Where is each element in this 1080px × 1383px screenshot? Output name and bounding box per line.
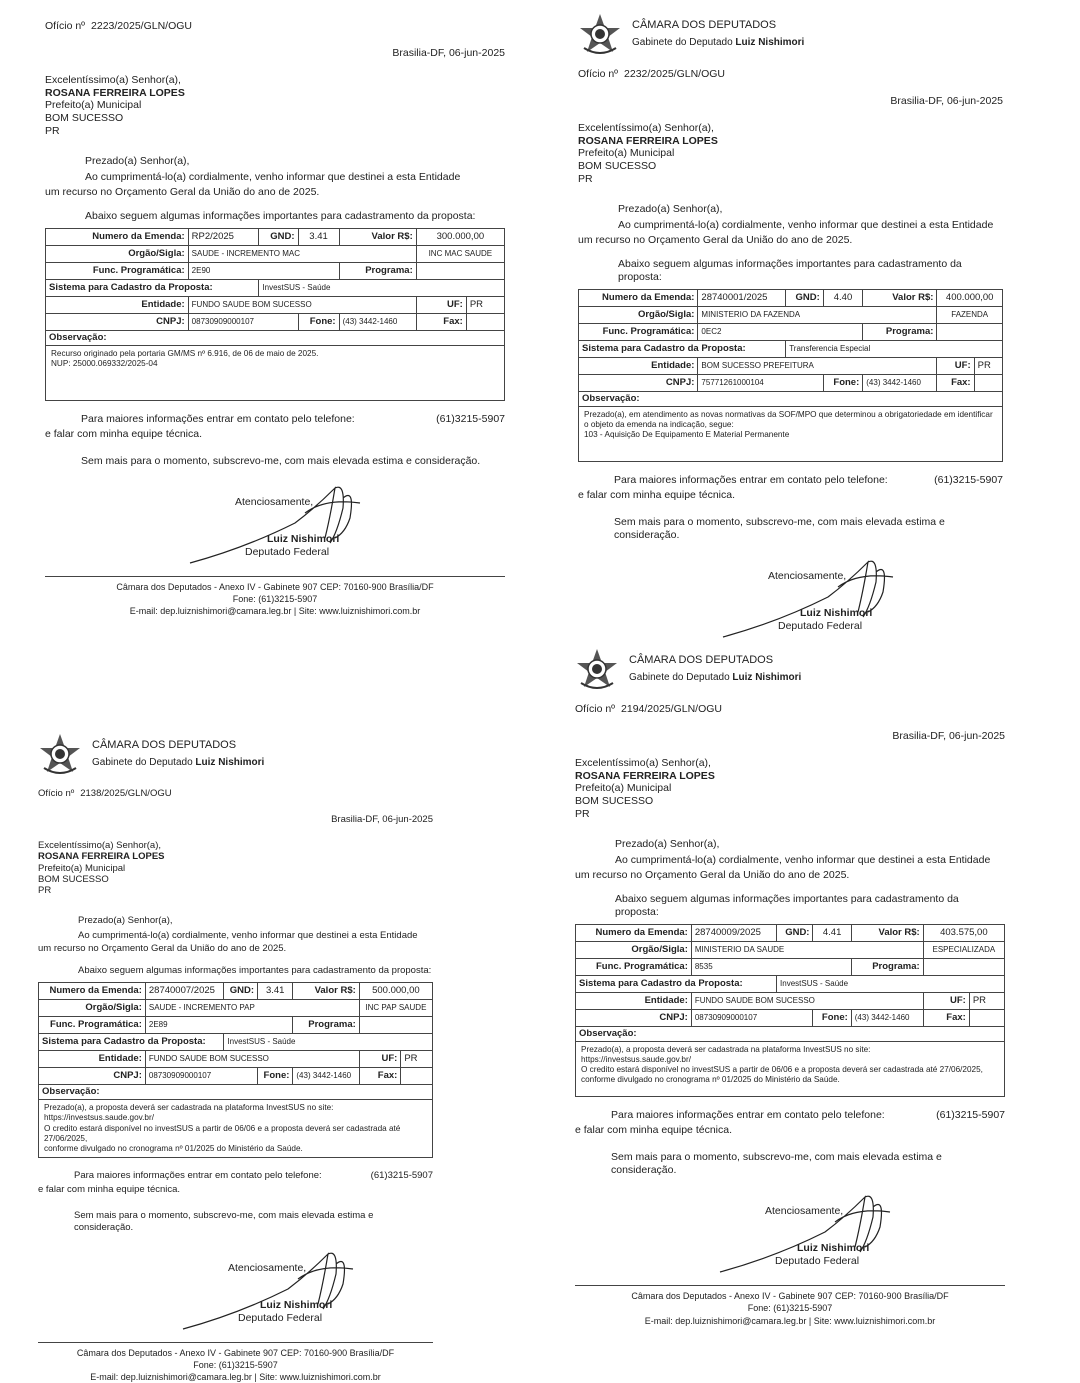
emenda-value: 28740001/2025: [698, 289, 786, 306]
oficio-letter: CÂMARA DOS DEPUTADOS Gabinete do Deputado Luiz Nishimori Ofício nº 2232/2025/GLN/OGU Brasilia-DF, 06-jun-2025 Excelentíssimo(a) Senhor(a), ROSANA FERREIRA LOPES Prefeito(a) Municipal BOM SUCESSO PR Prezado(a) Senhor(a), Ao cumprimentá-lo(a) cordialmente, venho informar que destinei a esta Entidade um recurso no Orçamento Geral da União do ano de 2025. Abaixo seguem algumas informações importantes para cadastramento da proposta: Numero da Emenda: 28740001/2025 GND: 4.40 Valor R$: 400.000,00 Orgão/Sigla: MINISTERIO DA FAZENDA FAZENDA Func. Programática: 0EC2 Programa: Sistema para Cadastro da Proposta: Transferencia Especial Entidade: BOM SUCESSO PREFEITURA UF: PR CNPJ: 75771261000104 Fone: (43) 3442-1460 Fax: Observação: Prezado(a), em atendimento as novas normativas da SOF/MPO que determinou a obrigatoriedade em identificar o objeto da emenda na indicação, segue: 103 - Aquisição De Equipamento E Material Permanente Para maiores informações entrar em contato pelo telefone: (61)3215-5907 e falar com minha equipe técnica. Sem mais para o momento, subscrevo-me, com mais elevada estima e consideração. Atenciosamente, Luiz Nishimori Deputado Federal: [578, 8, 1003, 642]
footer-line: Câmara dos Deputados - Anexo IV - Gabinete 907 CEP: 70160-900 Brasília/DF: [76, 1347, 395, 1358]
contact-line: Para maiores informações entrar em contato pelo telefone: (61)3215-5907: [614, 473, 1003, 486]
footer-line: Fone: (61)3215-5907: [747, 1303, 833, 1314]
oficio-number: Ofício nº 2223/2025/GLN/OGU: [45, 20, 193, 32]
observacao-box: [38, 1100, 433, 1158]
intro-text: Abaixo seguem algumas informações importantes para cadastramento da proposta:: [618, 257, 962, 283]
closing-text: Sem mais para o momento, subscrevo-me, com mais elevada estima e consideração.: [81, 454, 481, 467]
signatory-name: Luiz Nishimori: [267, 532, 340, 545]
observacao-line: Prezado(a), a proposta deverá ser cadastrada na plataforma InvestSUS no site:: [581, 1044, 871, 1054]
orgao-value: MINISTERIO DA FAZENDA: [698, 306, 937, 323]
fone-value: (43) 3442-1460: [293, 1068, 359, 1085]
uf-value: PR: [974, 357, 1002, 374]
footer-line: Fone: (61)3215-5907: [232, 594, 318, 605]
fax-value: [466, 313, 504, 330]
contact-phone: (61)3215-5907: [436, 412, 505, 425]
deputy-name: Luiz Nishimori: [195, 756, 265, 768]
observacao-label: Observação:: [45, 331, 505, 346]
observacao-line: Recurso originado pela portaria GM/MS nº 6.916, de 06 de maio de 2025.: [51, 348, 319, 358]
observacao-line: https://investsus.saude.gov.br/: [581, 1054, 691, 1064]
footer-line: E-mail: dep.luiznishimori@camara.leg.br | Site: www.luiznishimori.com.br: [644, 1315, 936, 1326]
body-text: Ao cumprimentá-lo(a) cordialmente, venho informar que destinei a esta Entidade: [618, 219, 994, 232]
recipient-name: ROSANA FERREIRA LOPES: [45, 86, 185, 99]
entidade-value: FUNDO SAUDE BOM SUCESSO: [145, 1051, 359, 1068]
signatory-name: Luiz Nishimori: [800, 607, 873, 620]
atenciosamente: Atenciosamente,: [765, 1205, 844, 1218]
func-value: 2E90: [188, 262, 339, 279]
orgao-sub-value: INC PAP SAUDE: [359, 1000, 432, 1017]
letter-header: [575, 643, 1005, 695]
sistema-value: InvestSUS - Saúde: [777, 975, 1005, 992]
house-name: CÂMARA DOS DEPUTADOS: [629, 653, 774, 666]
intro-text: Abaixo seguem algumas informações importantes para cadastramento da proposta:: [78, 965, 432, 977]
recipient-address: Excelentíssimo(a) Senhor(a), ROSANA FERREIRA LOPES Prefeito(a) Municipal BOM SUCESSO PR: [578, 122, 1003, 185]
cnpj-value: 08730909000107: [691, 1009, 813, 1026]
programa-value: [937, 323, 1003, 340]
observacao-line: O credito estará disponível no investSUS a partir de 06/06 e a proposta deverá ser cadastrada até 27/06/2025,: [44, 1123, 401, 1143]
letter-date: Brasilia-DF, 06-jun-2025: [892, 730, 1005, 743]
sistema-value: Transferencia Especial: [786, 340, 1003, 357]
observacao-line: O credito estará disponível no investSUS a partir de 06/06 e a proposta deverá ser cadastrada até 27/06/2025,: [581, 1065, 983, 1075]
entidade-value: FUNDO SAUDE BOM SUCESSO: [691, 992, 923, 1009]
recipient-address: Excelentíssimo(a) Senhor(a), ROSANA FERREIRA LOPES Prefeito(a) Municipal BOM SUCESSO PR: [575, 757, 1005, 820]
oficio-letter: CÂMARA DOS DEPUTADOS Gabinete do Deputado Luiz Nishimori Ofício nº 2194/2025/GLN/OGU Brasilia-DF, 06-jun-2025 Excelentíssimo(a) Senhor(a), ROSANA FERREIRA LOPES Prefeito(a) Municipal BOM SUCESSO PR Prezado(a) Senhor(a), Ao cumprimentá-lo(a) cordialmente, venho informar que destinei a esta Entidade um recurso no Orçamento Geral da União do ano de 2025. Abaixo seguem algumas informações importantes para cadastramento da proposta: Numero da Emenda: 28740009/2025 GND: 4.41 Valor R$: 403.575,00 Orgão/Sigla: MINISTERIO DA SAUDE ESPECIALIZADA Func. Programática: 8535 Programa: Sistema para Cadastro da Proposta: InvestSUS - Saúde Entidade: FUNDO SAUDE BOM SUCESSO UF: PR CNPJ: 08730909000107 Fone: (43) 3442-1460 Fax: Observação: Prezado(a), a proposta deverá ser cadastrada na plataforma InvestSUS no site: https://investsus.saude.gov.br/ O credito estará disponível no investSUS a partir de 06/06 e a proposta deverá ser cadastrada até 27/06/2025, conforme divulgado no cronograma nº 01/2025 do Ministério da Saúde. Para maiores informações entrar em contato pelo telefone: (61)3215-5907 e falar com minha equipe técnica. Sem mais para o momento, subscrevo-me, com mais elevada estima e consideração. Atenciosamente, Luiz Nishimori Deputado Federal Câmara dos Deputados - Anexo IV - Gabinete 907 CEP: 70160-900 Brasília/DF Fone: (61)3215-5907 E-mail: dep.luiznishimori@camara.leg.br | Site: www.luiznishimori.com.br: [575, 643, 1005, 1327]
greeting: Prezado(a) Senhor(a),: [78, 914, 173, 926]
closing-text: Sem mais para o momento, subscrevo-me, com mais elevada estima e consideração.: [74, 1210, 374, 1233]
oficio-number: Ofício nº 2138/2025/GLN/OGU: [38, 788, 172, 799]
func-value: 0EC2: [698, 323, 863, 340]
observacao-line: NUP: 25000.069332/2025-04: [51, 358, 158, 368]
body-text: Ao cumprimentá-lo(a) cordialmente, venho informar que destinei a esta Entidade: [78, 929, 418, 941]
recipient-address: Excelentíssimo(a) Senhor(a), ROSANA FERREIRA LOPES Prefeito(a) Municipal BOM SUCESSO PR: [45, 74, 505, 137]
footer-line: E-mail: dep.luiznishimori@camara.leg.br | Site: www.luiznishimori.com.br: [90, 1372, 381, 1383]
emenda-value: 28740009/2025: [691, 924, 776, 941]
recipient-name: ROSANA FERREIRA LOPES: [38, 851, 165, 863]
body-text: Ao cumprimentá-lo(a) cordialmente, venho informar que destinei a esta Entidade: [85, 171, 461, 184]
fone-value: (43) 3442-1460: [851, 1009, 923, 1026]
footer-line: Fone: (61)3215-5907: [193, 1359, 278, 1370]
recipient-address: Excelentíssimo(a) Senhor(a), ROSANA FERREIRA LOPES Prefeito(a) Municipal BOM SUCESSO PR: [38, 840, 433, 897]
gnd-value: 4.40: [823, 289, 862, 306]
fone-value: (43) 3442-1460: [339, 313, 416, 330]
observacao-line: Prezado(a), a proposta deverá ser cadastrada na plataforma InvestSUS no site:: [44, 1103, 334, 1113]
cnpj-value: 08730909000107: [188, 313, 298, 330]
cabinet-label: Gabinete do Deputado: [92, 756, 193, 768]
body-text-cont: um recurso no Orçamento Geral da União do ano de 2025.: [578, 234, 853, 247]
closing-text: Sem mais para o momento, subscrevo-me, com mais elevada estima e consideração.: [611, 1150, 942, 1177]
house-name: CÂMARA DOS DEPUTADOS: [92, 738, 237, 751]
body-text: Ao cumprimentá-lo(a) cordialmente, venho informar que destinei a esta Entidade: [615, 854, 991, 867]
observacao-line: conforme divulgado no cronograma nº 01/2025 do Ministério da Saúde.: [581, 1075, 840, 1085]
emenda-value: 28740007/2025: [145, 983, 224, 1000]
contact-phone: (61)3215-5907: [934, 473, 1003, 486]
programa-value: [416, 262, 504, 279]
sistema-value: InvestSUS - Saúde: [224, 1034, 433, 1051]
signature-block: [38, 1244, 433, 1334]
body-text-cont: um recurso no Orçamento Geral da União do ano de 2025.: [575, 869, 850, 882]
contact-line: Para maiores informações entrar em contato pelo telefone: (61)3215-5907: [81, 412, 505, 425]
signature-block: [578, 552, 1003, 642]
valor-value: 300.000,00: [416, 228, 504, 245]
letter-footer: [575, 1285, 1005, 1326]
programa-value: [923, 958, 1004, 975]
oficio-number: Ofício nº 2194/2025/GLN/OGU: [575, 703, 723, 715]
func-value: 8535: [691, 958, 851, 975]
letter-header: [578, 8, 1003, 60]
uf-value: PR: [969, 992, 1004, 1009]
proposal-table: Numero da Emenda: RP2/2025 GND: 3.41 Valor R$: 300.000,00 Orgão/Sigla: SAUDE - INCREMENTO MAC INC MAC SAUDE Func. Programática: 2E90 Programa: Sistema para Cadastro da Proposta: InvestSUS - Saúde Entidade: FUNDO SAUDE BOM SUCESSO UF: PR CNPJ: 08730909000107 Fone: (43) 3442-1460 Fax:: [45, 228, 505, 331]
gnd-value: 3.41: [258, 983, 293, 1000]
cabinet-label: Gabinete do Deputado: [629, 671, 730, 683]
atenciosamente: Atenciosamente,: [235, 495, 314, 508]
deputy-name: Luiz Nishimori: [735, 36, 805, 48]
sistema-value: InvestSUS - Saúde: [259, 279, 505, 296]
house-name: CÂMARA DOS DEPUTADOS: [632, 18, 777, 31]
closing-text: Sem mais para o momento, subscrevo-me, com mais elevada estima e consideração.: [614, 515, 945, 542]
brazil-coat-of-arms-icon: [578, 12, 622, 56]
brazil-coat-of-arms-icon: [575, 647, 619, 691]
observacao-line: o objeto da emenda na indicação, segue:: [584, 419, 734, 429]
observacao-line: Prezado(a), em atendimento as novas normativas da SOF/MPO que determinou a obrigatoriedade em identificar: [584, 409, 993, 419]
func-value: 2E89: [145, 1017, 293, 1034]
observacao-line: https://investsus.saude.gov.br/: [44, 1113, 154, 1123]
letter-date: Brasilia-DF, 06-jun-2025: [890, 95, 1003, 108]
atenciosamente: Atenciosamente,: [228, 1261, 307, 1274]
contact-phone: (61)3215-5907: [936, 1108, 1005, 1121]
observacao-line: 103 - Aquisição De Equipamento E Material Permanente: [584, 430, 790, 440]
oficio-number: Ofício nº 2232/2025/GLN/OGU: [578, 68, 726, 80]
letter-header: [38, 728, 433, 780]
orgao-sub-value: INC MAC SAUDE: [416, 245, 504, 262]
signatory-name: Luiz Nishimori: [260, 1298, 333, 1311]
observacao-label: Observação:: [38, 1085, 433, 1100]
brazil-coat-of-arms-icon: [38, 732, 82, 776]
observacao-box: [578, 407, 1003, 462]
recipient-name: ROSANA FERREIRA LOPES: [575, 769, 715, 782]
observacao-label: Observação:: [575, 1027, 1005, 1042]
proposal-table: Numero da Emenda: 28740007/2025 GND: 3.41 Valor R$: 500.000,00 Orgão/Sigla: SAUDE - INCREMENTO PAP INC PAP SAUDE Func. Programática: 2E89 Programa: Sistema para Cadastro da Proposta: InvestSUS - Saúde Entidade: FUNDO SAUDE BOM SUCESSO UF: PR CNPJ: 08730909000107 Fone: (43) 3442-1460 Fax:: [38, 982, 433, 1085]
uf-value: PR: [401, 1051, 433, 1068]
valor-value: 500.000,00: [359, 983, 432, 1000]
fax-value: [974, 374, 1002, 391]
greeting: Prezado(a) Senhor(a),: [85, 155, 190, 168]
proposal-table: Numero da Emenda: 28740001/2025 GND: 4.40 Valor R$: 400.000,00 Orgão/Sigla: MINISTERIO DA FAZENDA FAZENDA Func. Programática: 0EC2 Programa: Sistema para Cadastro da Proposta: Transferencia Especial Entidade: BOM SUCESSO PREFEITURA UF: PR CNPJ: 75771261000104 Fone: (43) 3442-1460 Fax:: [578, 289, 1003, 392]
entidade-value: BOM SUCESSO PREFEITURA: [698, 357, 937, 374]
cnpj-value: 75771261000104: [698, 374, 823, 391]
orgao-value: SAUDE - INCREMENTO PAP: [145, 1000, 359, 1017]
gnd-value: 3.41: [298, 228, 339, 245]
contact-line: Para maiores informações entrar em contato pelo telefone: (61)3215-5907: [611, 1108, 1005, 1121]
orgao-value: MINISTERIO DA SAUDE: [691, 941, 923, 958]
signatory-title: Deputado Federal: [778, 620, 863, 633]
valor-value: 403.575,00: [923, 924, 1004, 941]
cabinet-label: Gabinete do Deputado: [632, 36, 733, 48]
fax-value: [969, 1009, 1004, 1026]
signature-block: [575, 1187, 1005, 1277]
contact-line: Para maiores informações entrar em contato pelo telefone: (61)3215-5907: [74, 1170, 433, 1182]
observacao-box: [45, 346, 505, 401]
atenciosamente: Atenciosamente,: [768, 570, 847, 583]
emenda-value: RP2/2025: [188, 228, 259, 245]
observacao-line: conforme divulgado no cronograma nº 01/2025 do Ministério da Saúde.: [44, 1144, 303, 1154]
signatory-title: Deputado Federal: [238, 1311, 323, 1324]
recipient-name: ROSANA FERREIRA LOPES: [578, 134, 718, 147]
observacao-box: [575, 1042, 1005, 1097]
orgao-sub-value: FAZENDA: [937, 306, 1003, 323]
footer-line: Câmara dos Deputados - Anexo IV - Gabinete 907 CEP: 70160-900 Brasília/DF: [116, 581, 434, 592]
footer-line: Câmara dos Deputados - Anexo IV - Gabinete 907 CEP: 70160-900 Brasília/DF: [631, 1291, 949, 1302]
footer-line: E-mail: dep.luiznishimori@camara.leg.br | Site: www.luiznishimori.com.br: [129, 606, 421, 617]
uf-value: PR: [466, 296, 504, 313]
cnpj-value: 08730909000107: [145, 1068, 257, 1085]
letter-date: Brasilia-DF, 06-jun-2025: [331, 813, 433, 825]
gnd-value: 4.41: [813, 924, 851, 941]
orgao-value: SAUDE - INCREMENTO MAC: [188, 245, 416, 262]
contact-phone: (61)3215-5907: [370, 1170, 433, 1182]
intro-text: Abaixo seguem algumas informações importantes para cadastramento da proposta:: [615, 892, 959, 918]
observacao-label: Observação:: [578, 392, 1003, 407]
deputy-name: Luiz Nishimori: [732, 671, 802, 683]
letter-date: Brasilia-DF, 06-jun-2025: [392, 47, 505, 60]
oficio-letter: Ofício nº 2223/2025/GLN/OGU Brasilia-DF, 06-jun-2025 Excelentíssimo(a) Senhor(a), ROSANA FERREIRA LOPES Prefeito(a) Municipal BOM SUCESSO PR Prezado(a) Senhor(a), Ao cumprimentá-lo(a) cordialmente, venho informar que destinei a esta Entidade um recurso no Orçamento Geral da União do ano de 2025. Abaixo seguem algumas informações importantes para cadastramento da proposta: Numero da Emenda: RP2/2025 GND: 3.41 Valor R$: 300.000,00 Orgão/Sigla: SAUDE - INCREMENTO MAC INC MAC SAUDE Func. Programática: 2E90 Programa: Sistema para Cadastro da Proposta: InvestSUS - Saúde Entidade: FUNDO SAUDE BOM SUCESSO UF: PR CNPJ: 08730909000107 Fone: (43) 3442-1460 Fax: Observação: Recurso originado pela portaria GM/MS nº 6.916, de 06 de maio de 2025. NUP: 25000.069332/2025-04 Para maiores informações entrar em contato pelo telefone: (61)3215-5907 e falar com minha equipe técnica. Sem mais para o momento, subscrevo-me, com mais elevada estima e consideração. Atenciosamente, Luiz Nishimori Deputado Federal Câmara dos Deputados - Anexo IV - Gabinete 907 CEP: 70160-900 Brasília/DF Fone: (61)3215-5907 E-mail: dep.luiznishimori@camara.leg.br | Site: www.luiznishimori.com.br: [45, 20, 505, 617]
programa-value: [359, 1017, 432, 1034]
entidade-value: FUNDO SAUDE BOM SUCESSO: [188, 296, 416, 313]
letter-footer: [45, 576, 505, 617]
greeting: Prezado(a) Senhor(a),: [615, 838, 720, 851]
greeting: Prezado(a) Senhor(a),: [618, 203, 723, 216]
signatory-name: Luiz Nishimori: [797, 1242, 870, 1255]
signature-block: [45, 478, 505, 568]
letter-footer: [38, 1342, 433, 1383]
fax-value: [401, 1068, 433, 1085]
intro-text: Abaixo seguem algumas informações importantes para cadastramento da proposta:: [85, 209, 476, 222]
signatory-title: Deputado Federal: [775, 1255, 860, 1268]
proposal-table: Numero da Emenda: 28740009/2025 GND: 4.41 Valor R$: 403.575,00 Orgão/Sigla: MINISTERIO DA SAUDE ESPECIALIZADA Func. Programática: 8535 Programa: Sistema para Cadastro da Proposta: InvestSUS - Saúde Entidade: FUNDO SAUDE BOM SUCESSO UF: PR CNPJ: 08730909000107 Fone: (43) 3442-1460 Fax:: [575, 924, 1005, 1027]
body-text-cont: um recurso no Orçamento Geral da União do ano de 2025.: [38, 943, 287, 955]
fone-value: (43) 3442-1460: [863, 374, 937, 391]
orgao-sub-value: ESPECIALIZADA: [923, 941, 1004, 958]
valor-value: 400.000,00: [937, 289, 1003, 306]
signatory-title: Deputado Federal: [245, 545, 330, 558]
body-text-cont: um recurso no Orçamento Geral da União do ano de 2025.: [45, 186, 320, 199]
oficio-letter: CÂMARA DOS DEPUTADOS Gabinete do Deputado Luiz Nishimori Ofício nº 2138/2025/GLN/OGU Brasilia-DF, 06-jun-2025 Excelentíssimo(a) Senhor(a), ROSANA FERREIRA LOPES Prefeito(a) Municipal BOM SUCESSO PR Prezado(a) Senhor(a), Ao cumprimentá-lo(a) cordialmente, venho informar que destinei a esta Entidade um recurso no Orçamento Geral da União do ano de 2025. Abaixo seguem algumas informações importantes para cadastramento da proposta: Numero da Emenda: 28740007/2025 GND: 3.41 Valor R$: 500.000,00 Orgão/Sigla: SAUDE - INCREMENTO PAP INC PAP SAUDE Func. Programática: 2E89 Programa: Sistema para Cadastro da Proposta: InvestSUS - Saúde Entidade: FUNDO SAUDE BOM SUCESSO UF: PR CNPJ: 08730909000107 Fone: (43) 3442-1460 Fax: Observação: Prezado(a), a proposta deverá ser cadastrada na plataforma InvestSUS no site: https://investsus.saude.gov.br/ O credito estará disponível no investSUS a partir de 06/06 e a proposta deverá ser cadastrada até 27/06/2025, conforme divulgado no cronograma nº 01/2025 do Ministério da Saúde. Para maiores informações entrar em contato pelo telefone: (61)3215-5907 e falar com minha equipe técnica. Sem mais para o momento, subscrevo-me, com mais elevada estima e consideração. Atenciosamente, Luiz Nishimori Deputado Federal Câmara dos Deputados - Anexo IV - Gabinete 907 CEP: 70160-900 Brasília/DF Fone: (61)3215-5907 E-mail: dep.luiznishimori@camara.leg.br | Site: www.luiznishimori.com.br: [38, 728, 433, 1383]
